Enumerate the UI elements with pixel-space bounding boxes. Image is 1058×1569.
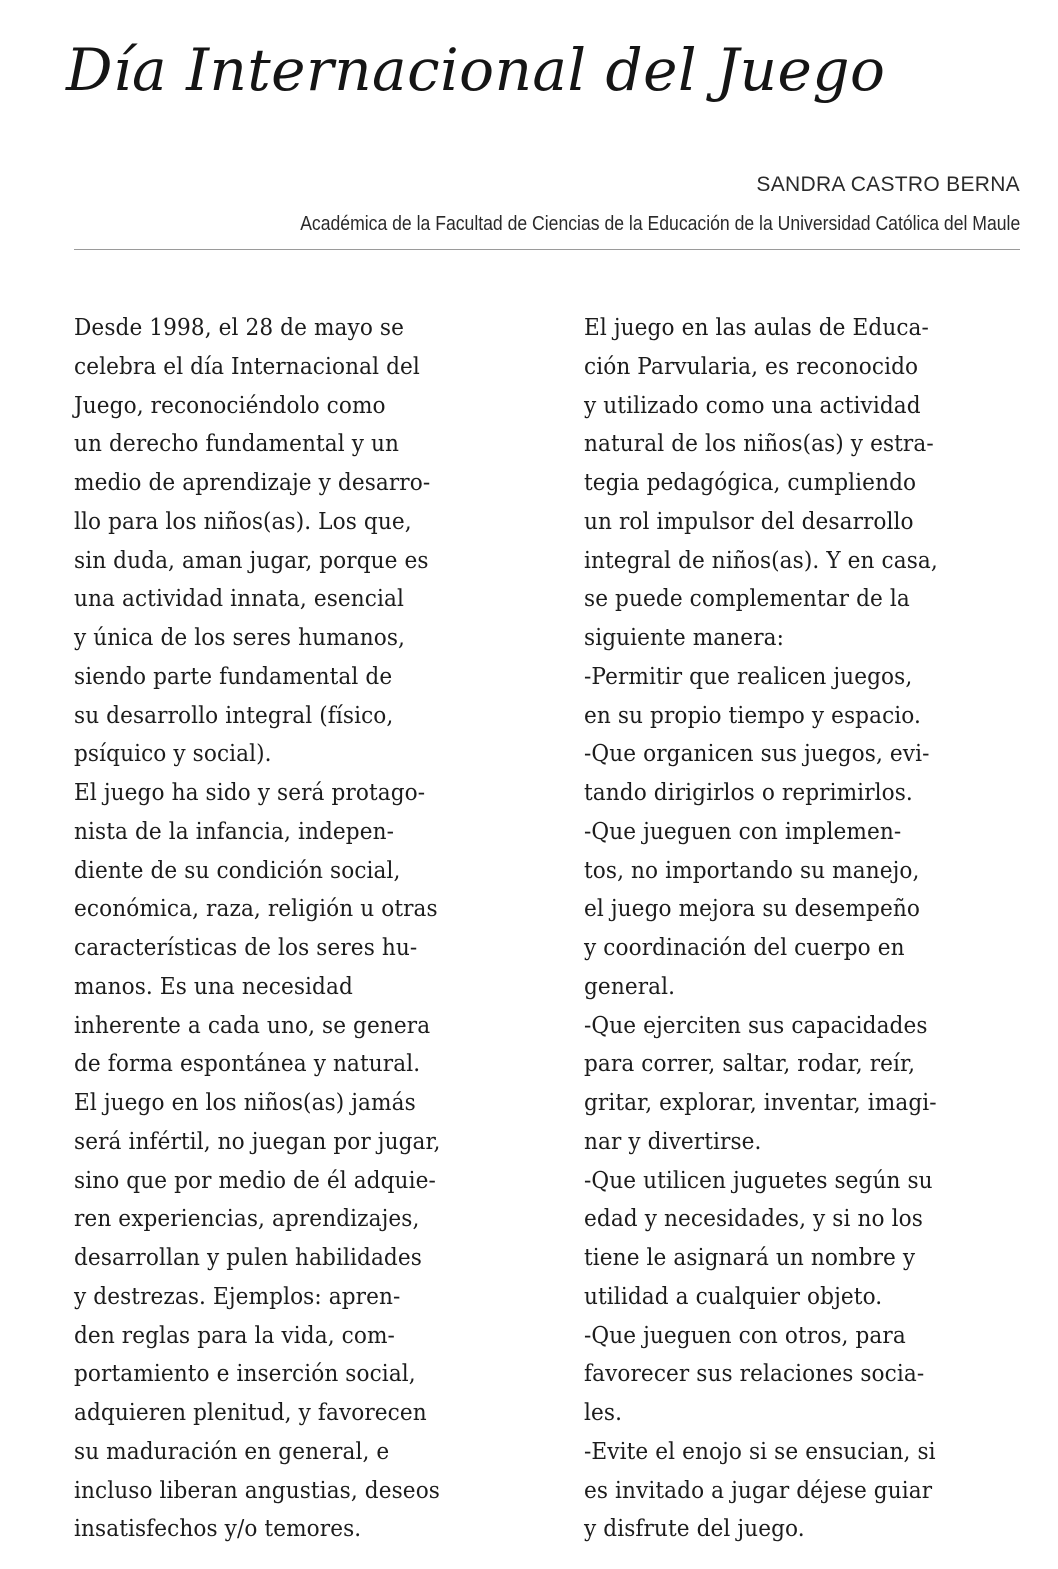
text-line: de forma espontánea y natural. [74, 1051, 421, 1078]
text-line: den reglas para la vida, com- [74, 1322, 395, 1349]
text-line: su maduración en general, e [74, 1438, 390, 1465]
body-column-right [584, 309, 1024, 1549]
text-line: y destrezas. Ejemplos: apren- [74, 1283, 401, 1310]
text-line: tiene le asignará un nombre y [584, 1245, 916, 1271]
text-line: -Permitir que realicen juegos, [584, 663, 913, 690]
text-line: incluso liberan angustias, deseos [74, 1477, 440, 1504]
text-line: portamiento e inserción social, [74, 1361, 416, 1388]
text-line: nista de la infancia, indepen- [74, 818, 395, 845]
text-line: diente de su condición social, [74, 857, 401, 884]
text-line: -Que ejerciten sus capacidades [584, 1012, 928, 1039]
text-line: una actividad innata, esencial [74, 586, 405, 613]
text-line: tegia pedagógica, cumpliendo [584, 470, 917, 496]
text-line: insatisfechos y/o temores. [74, 1516, 362, 1543]
text-line: -Que jueguen con otros, para [584, 1322, 906, 1349]
text-line: y coordinación del cuerpo en [584, 935, 905, 961]
text-line: un derecho fundamental y un [74, 431, 400, 458]
text-line: inherente a cada uno, se genera [74, 1012, 431, 1039]
text-line: -Que organicen sus juegos, evi- [584, 741, 930, 768]
text-line: ción Parvularia, es reconocido [584, 353, 919, 380]
body-column-left [74, 309, 544, 1549]
text-line: general. [584, 973, 676, 1000]
text-line: gritar, explorar, inventar, imagi- [584, 1090, 937, 1116]
text-line: nar y divertirse. [584, 1128, 762, 1155]
text-line: tando dirigirlos o reprimirlos. [584, 780, 913, 806]
text-line: manos. Es una necesidad [74, 973, 353, 1000]
text-line: y disfrute del juego. [584, 1516, 805, 1543]
text-line: psíquico y social). [74, 741, 272, 768]
text-line: El juego en los niños(as) jamás [74, 1090, 416, 1116]
text-line: será infértil, no juegan por jugar, [74, 1128, 441, 1155]
text-line: y utilizado como una actividad [584, 392, 921, 419]
text-line: económica, raza, religión u otras [74, 896, 438, 923]
text-line: edad y necesidades, y si no los [584, 1206, 923, 1233]
text-line: Juego, reconociéndolo como [74, 392, 386, 419]
text-line: adquieren plenitud, y favorecen [74, 1400, 427, 1426]
text-line: su desarrollo integral (físico, [74, 702, 394, 729]
article-title: Día Internacional del Juego [66, 36, 886, 104]
text-line: medio de aprendizaje y desarro- [74, 470, 431, 496]
text-line: siendo parte fundamental de [74, 663, 393, 690]
text-line: utilidad a cualquier objeto. [584, 1283, 883, 1310]
text-line: favorecer sus relaciones socia- [584, 1361, 925, 1388]
text-line: para correr, saltar, rodar, reír, [584, 1051, 916, 1078]
text-line: natural de los niños(as) y estra- [584, 431, 934, 458]
text-line: El juego ha sido y será protago- [74, 780, 426, 806]
text-line: siguiente manera: [584, 625, 784, 651]
text-line: características de los seres hu- [74, 935, 418, 961]
text-line: integral de niños(as). Y en casa, [584, 547, 938, 574]
text-line: celebra el día Internacional del [74, 353, 420, 380]
text-line: Desde 1998, el 28 de mayo se [74, 315, 404, 341]
text-line: ren experiencias, aprendizajes, [74, 1206, 420, 1233]
text-line: desarrollan y pulen habilidades [74, 1245, 422, 1271]
text-line: El juego en las aulas de Educa- [584, 315, 929, 341]
text-line: -Que utilicen juguetes según su [584, 1167, 933, 1194]
text-line: en su propio tiempo y espacio. [584, 702, 922, 729]
text-line: el juego mejora su desempeño [584, 896, 920, 923]
text-line: sin duda, aman jugar, porque es [74, 547, 429, 574]
text-line: se puede complementar de la [584, 586, 910, 613]
author-affiliation: Académica de la Facultad de Ciencias de la Educación de la Universidad Católica del Maule [299, 213, 1020, 235]
text-line: llo para los niños(as). Los que, [74, 508, 412, 535]
text-line: les. [584, 1400, 623, 1426]
text-line: tos, no importando su manejo, [584, 857, 920, 884]
text-line: sino que por medio de él adquie- [74, 1167, 436, 1194]
text-line: es invitado a jugar déjese guiar [584, 1477, 933, 1504]
text-line: y única de los seres humanos, [74, 625, 405, 651]
text-line: un rol impulsor del desarrollo [584, 508, 914, 535]
text-line: -Que jueguen con implemen- [584, 818, 902, 845]
header-divider [74, 249, 1020, 250]
author-name: SANDRA CASTRO BERNA [756, 173, 1020, 196]
text-line: -Evite el enojo si se ensucian, si [584, 1438, 936, 1465]
